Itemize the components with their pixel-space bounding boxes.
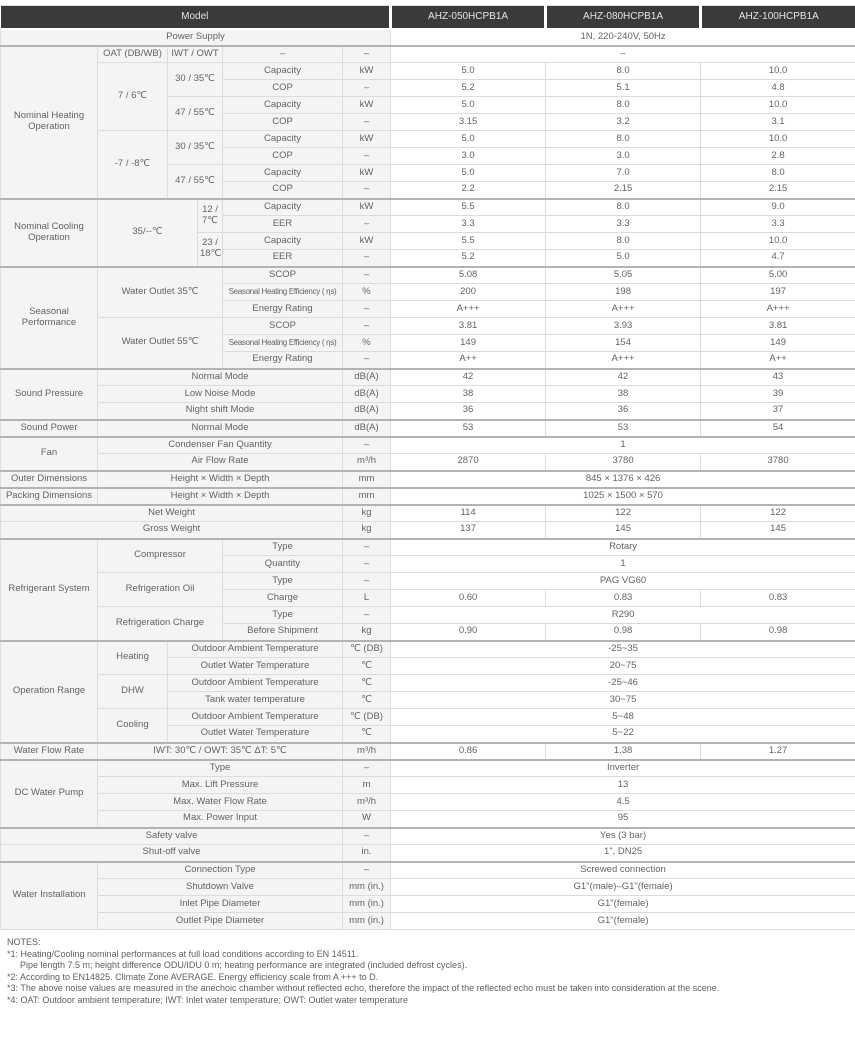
value-cell: A++ (701, 352, 855, 369)
label-cell: Water Outlet 35℃ (98, 267, 223, 318)
label-cell: Charge (223, 590, 343, 607)
label-cell: Type (223, 539, 343, 556)
label-cell: Tank water temperature (168, 692, 343, 709)
label-cell: 7 / 6℃ (98, 63, 168, 131)
value-cell: 10.0 (701, 97, 855, 114)
table-row (1, 879, 855, 896)
value-cell: 5.2 (391, 250, 546, 267)
label-cell: Inlet Pipe Diameter (98, 896, 343, 913)
table-row (1, 267, 855, 284)
table-row (1, 505, 855, 522)
label-cell: EER (223, 216, 343, 233)
value-cell: 4.7 (701, 250, 855, 267)
label-cell: – (343, 46, 391, 63)
label-cell: dB(A) (343, 369, 391, 386)
value-cell: 5.0 (546, 250, 701, 267)
label-cell: Height × Width × Depth (98, 488, 343, 505)
label-cell: Outer Dimensions (1, 471, 98, 488)
label-cell: – (343, 148, 391, 165)
label-cell: Night shift Mode (98, 403, 343, 420)
value-cell: – (391, 46, 855, 63)
label-cell: kW (343, 97, 391, 114)
label-cell: kg (343, 505, 391, 522)
value-cell: A+++ (546, 352, 701, 369)
value-cell: 43 (701, 369, 855, 386)
spec-table-body (1, 29, 855, 930)
value-cell: 1 (391, 437, 855, 454)
value-cell: 5~48 (391, 709, 855, 726)
label-cell: Air Flow Rate (98, 454, 343, 471)
label-cell: Capacity (223, 131, 343, 148)
table-row (1, 777, 855, 794)
value-cell: 42 (546, 369, 701, 386)
value-cell: 0.98 (701, 624, 855, 641)
value-cell: 114 (391, 505, 546, 522)
value-cell: 0.90 (391, 624, 546, 641)
label-cell: Capacity (223, 165, 343, 182)
note-line-1b: Pipe length 7.5 m; height difference ODU/IDU 0 m; heating performance are integrated (included defrost cycles). (20, 960, 468, 970)
value-cell: 3.2 (546, 114, 701, 131)
value-cell: 4.8 (701, 80, 855, 97)
value-cell: -25~46 (391, 675, 855, 692)
value-cell: 8.0 (546, 233, 701, 250)
label-cell: Outdoor Ambient Temperature (168, 641, 343, 658)
table-row (1, 199, 855, 216)
label-cell: mm (in.) (343, 879, 391, 896)
value-cell: 0.83 (701, 590, 855, 607)
value-cell: G1"(male)–G1"(female) (391, 879, 855, 896)
table-row (1, 862, 855, 879)
value-cell: 149 (391, 335, 546, 352)
note-line-3: *3: The above noise values are measured in the anechoic chamber without reflected echo, therefore the impact of the reflected echo must be taken into consideration at the scene. (7, 983, 720, 993)
label-cell: Height × Width × Depth (98, 471, 343, 488)
label-cell: Sound Pressure (1, 369, 98, 420)
label-cell: Shutdown Valve (98, 879, 343, 896)
value-cell: Screwed connection (391, 862, 855, 879)
value-cell: 8.0 (546, 63, 701, 80)
value-cell: 10.0 (701, 131, 855, 148)
label-cell: – (343, 539, 391, 556)
value-cell: 145 (546, 522, 701, 539)
label-cell: kW (343, 131, 391, 148)
label-cell: Cooling (98, 709, 168, 743)
value-cell: 38 (391, 386, 546, 403)
label-cell: IWT: 30℃ / OWT: 35℃ ΔT: 5℃ (98, 743, 343, 760)
value-cell: 198 (546, 284, 701, 301)
label-cell: DC Water Pump (1, 760, 98, 828)
value-cell: 2870 (391, 454, 546, 471)
label-cell: Refrigeration Oil (98, 573, 223, 607)
label-cell: 47 / 55℃ (168, 165, 223, 199)
value-cell: 1", DN25 (391, 845, 855, 862)
label-cell: – (343, 250, 391, 267)
label-cell: – (223, 46, 343, 63)
label-cell: Outlet Water Temperature (168, 658, 343, 675)
label-cell: kW (343, 63, 391, 80)
table-row (1, 828, 855, 845)
value-cell: 8.0 (701, 165, 855, 182)
label-cell: Refrigeration Charge (98, 607, 223, 641)
value-cell: 3.15 (391, 114, 546, 131)
label-cell: m³/h (343, 454, 391, 471)
label-cell: Quantity (223, 556, 343, 573)
value-cell: 3.0 (391, 148, 546, 165)
value-cell: 2.2 (391, 182, 546, 199)
table-row (1, 386, 855, 403)
note-line-4: *4: OAT: Outdoor ambient temperature; IWT: Inlet water temperature; OWT: Outlet water temperature (7, 994, 408, 1005)
label-cell: Capacity (223, 63, 343, 80)
label-cell: m³/h (343, 743, 391, 760)
label-cell: Type (223, 573, 343, 590)
label-cell: ℃ (DB) (343, 709, 391, 726)
label-cell: IWT / OWT (168, 46, 223, 63)
label-cell: Compressor (98, 539, 223, 573)
label-cell: – (343, 352, 391, 369)
value-cell: 2.15 (701, 182, 855, 199)
spec-table (0, 5, 855, 930)
value-cell: 3.81 (391, 318, 546, 335)
value-cell: 5.0 (391, 131, 546, 148)
label-cell: – (343, 828, 391, 845)
label-cell: Heating (98, 641, 168, 675)
table-row (1, 454, 855, 471)
label-cell: Seasonal Heating Efficiency ( ηs) (223, 335, 343, 352)
table-row (1, 63, 855, 80)
value-cell: 0.83 (546, 590, 701, 607)
value-cell: 10.0 (701, 233, 855, 250)
value-cell: 122 (701, 505, 855, 522)
table-row (1, 573, 855, 590)
value-cell: 8.0 (546, 97, 701, 114)
label-cell: Sound Power (1, 420, 98, 437)
value-cell: 122 (546, 505, 701, 522)
label-cell: Before Shipment (223, 624, 343, 641)
value-cell: 5~22 (391, 726, 855, 743)
label-cell: – (343, 760, 391, 777)
label-cell: mm (343, 471, 391, 488)
value-cell: 3780 (546, 454, 701, 471)
label-cell: Low Noise Mode (98, 386, 343, 403)
label-cell: Packing Dimensions (1, 488, 98, 505)
label-cell: Shut-off valve (1, 845, 343, 862)
value-cell: 1.27 (701, 743, 855, 760)
label-cell: Max. Lift Pressure (98, 777, 343, 794)
label-cell: Energy Rating (223, 352, 343, 369)
value-cell: 5.0 (391, 165, 546, 182)
value-cell: 137 (391, 522, 546, 539)
label-cell: Normal Mode (98, 369, 343, 386)
label-cell: Max. Power Input (98, 811, 343, 828)
value-cell: A++ (391, 352, 546, 369)
label-cell: DHW (98, 675, 168, 709)
label-cell: – (343, 114, 391, 131)
label-cell: Outlet Water Temperature (168, 726, 343, 743)
label-cell: Max. Water Flow Rate (98, 794, 343, 811)
label-cell: dB(A) (343, 403, 391, 420)
value-cell: 200 (391, 284, 546, 301)
label-cell: – (343, 301, 391, 318)
label-cell: Safety valve (1, 828, 343, 845)
table-row (1, 471, 855, 488)
value-cell: 3.3 (546, 216, 701, 233)
value-cell: Yes (3 bar) (391, 828, 855, 845)
value-cell: 3.93 (546, 318, 701, 335)
table-row (1, 46, 855, 63)
value-cell: 36 (546, 403, 701, 420)
label-cell: – (343, 216, 391, 233)
label-cell: Fan (1, 437, 98, 471)
value-cell: 197 (701, 284, 855, 301)
value-cell: 5.00 (701, 267, 855, 284)
label-cell: 23 / 18℃ (198, 233, 223, 267)
label-cell: Nominal Cooling Operation (1, 199, 98, 267)
label-cell: ℃ (343, 692, 391, 709)
value-cell: 0.86 (391, 743, 546, 760)
label-cell: m³/h (343, 794, 391, 811)
value-cell: 7.0 (546, 165, 701, 182)
value-cell: Rotary (391, 539, 855, 556)
label-cell: – (343, 267, 391, 284)
label-cell: Normal Mode (98, 420, 343, 437)
table-row (1, 437, 855, 454)
table-row (1, 896, 855, 913)
label-cell: COP (223, 80, 343, 97)
label-cell: Condenser Fan Quantity (98, 437, 343, 454)
value-cell: 8.0 (546, 199, 701, 216)
label-cell: m (343, 777, 391, 794)
table-row (1, 811, 855, 828)
table-row (1, 760, 855, 777)
table-row (1, 318, 855, 335)
value-cell: 5.5 (391, 199, 546, 216)
model-name-header-2: AHZ-080HCPB1A (546, 6, 701, 29)
table-row (1, 369, 855, 386)
table-row (1, 641, 855, 658)
table-row (1, 29, 855, 46)
value-cell: 5.0 (391, 97, 546, 114)
value-cell: 3.0 (546, 148, 701, 165)
value-cell: 20~75 (391, 658, 855, 675)
value-cell: 5.08 (391, 267, 546, 284)
value-cell: 13 (391, 777, 855, 794)
value-cell: 5.05 (546, 267, 701, 284)
label-cell: dB(A) (343, 420, 391, 437)
label-cell: mm (in.) (343, 896, 391, 913)
value-cell: 53 (391, 420, 546, 437)
value-cell: 3.81 (701, 318, 855, 335)
label-cell: Seasonal Heating Efficiency ( ηs) (223, 284, 343, 301)
label-cell: SCOP (223, 267, 343, 284)
label-cell: Net Weight (1, 505, 343, 522)
label-cell: – (343, 556, 391, 573)
label-cell: L (343, 590, 391, 607)
notes-section (7, 937, 855, 1006)
value-cell: 5.0 (391, 63, 546, 80)
label-cell: – (343, 318, 391, 335)
value-cell: A+++ (391, 301, 546, 318)
table-row (1, 675, 855, 692)
label-cell: kg (343, 624, 391, 641)
table-row (1, 607, 855, 624)
table-row (1, 709, 855, 726)
label-cell: – (343, 607, 391, 624)
label-cell: Nominal Heating Operation (1, 46, 98, 199)
table-row (1, 539, 855, 556)
value-cell: 3780 (701, 454, 855, 471)
value-cell: 1 (391, 556, 855, 573)
table-row (1, 403, 855, 420)
value-cell: 154 (546, 335, 701, 352)
value-cell: 38 (546, 386, 701, 403)
value-cell: 5.2 (391, 80, 546, 97)
label-cell: 12 / 7℃ (198, 199, 223, 233)
value-cell: 3.1 (701, 114, 855, 131)
value-cell: 0.98 (546, 624, 701, 641)
label-cell: Water Installation (1, 862, 98, 930)
label-cell: – (343, 437, 391, 454)
table-row (1, 488, 855, 505)
label-cell: EER (223, 250, 343, 267)
value-cell: R290 (391, 607, 855, 624)
label-cell: -7 / -8℃ (98, 131, 168, 199)
label-cell: dB(A) (343, 386, 391, 403)
value-cell: 39 (701, 386, 855, 403)
value-cell: 0.60 (391, 590, 546, 607)
value-cell: 53 (546, 420, 701, 437)
label-cell: Operation Range (1, 641, 98, 743)
table-row (1, 913, 855, 930)
model-column-header: Model (1, 6, 391, 29)
value-cell: 1.38 (546, 743, 701, 760)
value-cell: 37 (701, 403, 855, 420)
label-cell: Type (223, 607, 343, 624)
label-cell: 47 / 55℃ (168, 97, 223, 131)
value-cell: Inverter (391, 760, 855, 777)
table-row (1, 845, 855, 862)
note-line-1: *1: Heating/Cooling nominal performances at full load conditions according to EN 14511. (7, 948, 359, 959)
label-cell: % (343, 335, 391, 352)
note-line-2: *2: According to EN14825. Climate Zone AVERAGE. Energy efficiency scale from A +++ to D. (7, 971, 379, 982)
value-cell: 30~75 (391, 692, 855, 709)
label-cell: Water Flow Rate (1, 743, 98, 760)
value-cell: 54 (701, 420, 855, 437)
table-row (1, 420, 855, 437)
label-cell: COP (223, 148, 343, 165)
value-cell: A+++ (701, 301, 855, 318)
label-cell: kg (343, 522, 391, 539)
label-cell: Type (98, 760, 343, 777)
label-cell: ℃ (343, 675, 391, 692)
label-cell: kW (343, 233, 391, 250)
label-cell: in. (343, 845, 391, 862)
label-cell: Water Outlet 55℃ (98, 318, 223, 369)
label-cell: 30 / 35℃ (168, 63, 223, 97)
value-cell: A+++ (546, 301, 701, 318)
label-cell: Connection Type (98, 862, 343, 879)
label-cell: W (343, 811, 391, 828)
label-cell: Refrigerant System (1, 539, 98, 641)
notes-title: NOTES: (7, 937, 41, 947)
label-cell: ℃ (343, 658, 391, 675)
label-cell: kW (343, 199, 391, 216)
label-cell: Outlet Pipe Diameter (98, 913, 343, 930)
label-cell: Capacity (223, 199, 343, 216)
label-cell: ℃ (343, 726, 391, 743)
label-cell: ℃ (DB) (343, 641, 391, 658)
value-cell: 9.0 (701, 199, 855, 216)
model-header-row (1, 6, 855, 29)
value-cell: 8.0 (546, 131, 701, 148)
value-cell: 5.5 (391, 233, 546, 250)
table-row (1, 522, 855, 539)
label-cell: % (343, 284, 391, 301)
model-name-header-3: AHZ-100HCPB1A (701, 6, 855, 29)
model-name-header-1: AHZ-050HCPB1A (391, 6, 546, 29)
value-cell: 2.8 (701, 148, 855, 165)
value-cell: 36 (391, 403, 546, 420)
label-cell: mm (in.) (343, 913, 391, 930)
value-cell: 149 (701, 335, 855, 352)
label-cell: COP (223, 114, 343, 131)
value-cell: 3.3 (701, 216, 855, 233)
value-cell: -25~35 (391, 641, 855, 658)
label-cell: – (343, 80, 391, 97)
table-row (1, 794, 855, 811)
label-cell: COP (223, 182, 343, 199)
table-row (1, 131, 855, 148)
label-cell: Power Supply (1, 29, 391, 46)
table-row (1, 743, 855, 760)
value-cell: 845 × 1376 × 426 (391, 471, 855, 488)
label-cell: Capacity (223, 97, 343, 114)
label-cell: Seasonal Performance (1, 267, 98, 369)
label-cell: OAT (DB/WB) (98, 46, 168, 63)
value-cell: 2.15 (546, 182, 701, 199)
label-cell: Gross Weight (1, 522, 343, 539)
value-cell: PAG VG60 (391, 573, 855, 590)
value-cell: 4.5 (391, 794, 855, 811)
label-cell: 35/--℃ (98, 199, 198, 267)
value-cell: 42 (391, 369, 546, 386)
label-cell: mm (343, 488, 391, 505)
value-cell: 3.3 (391, 216, 546, 233)
label-cell: kW (343, 165, 391, 182)
value-cell: 95 (391, 811, 855, 828)
label-cell: – (343, 573, 391, 590)
value-cell: 5.1 (546, 80, 701, 97)
label-cell: Energy Rating (223, 301, 343, 318)
value-cell: G1"(female) (391, 896, 855, 913)
label-cell: 30 / 35℃ (168, 131, 223, 165)
value-cell: 10.0 (701, 63, 855, 80)
value-cell: G1"(female) (391, 913, 855, 930)
value-cell: 1N, 220-240V, 50Hz (391, 29, 855, 46)
value-cell: 1025 × 1500 × 570 (391, 488, 855, 505)
label-cell: SCOP (223, 318, 343, 335)
label-cell: – (343, 862, 391, 879)
value-cell: 145 (701, 522, 855, 539)
label-cell: Outdoor Ambient Temperature (168, 675, 343, 692)
label-cell: Outdoor Ambient Temperature (168, 709, 343, 726)
label-cell: Capacity (223, 233, 343, 250)
label-cell: – (343, 182, 391, 199)
